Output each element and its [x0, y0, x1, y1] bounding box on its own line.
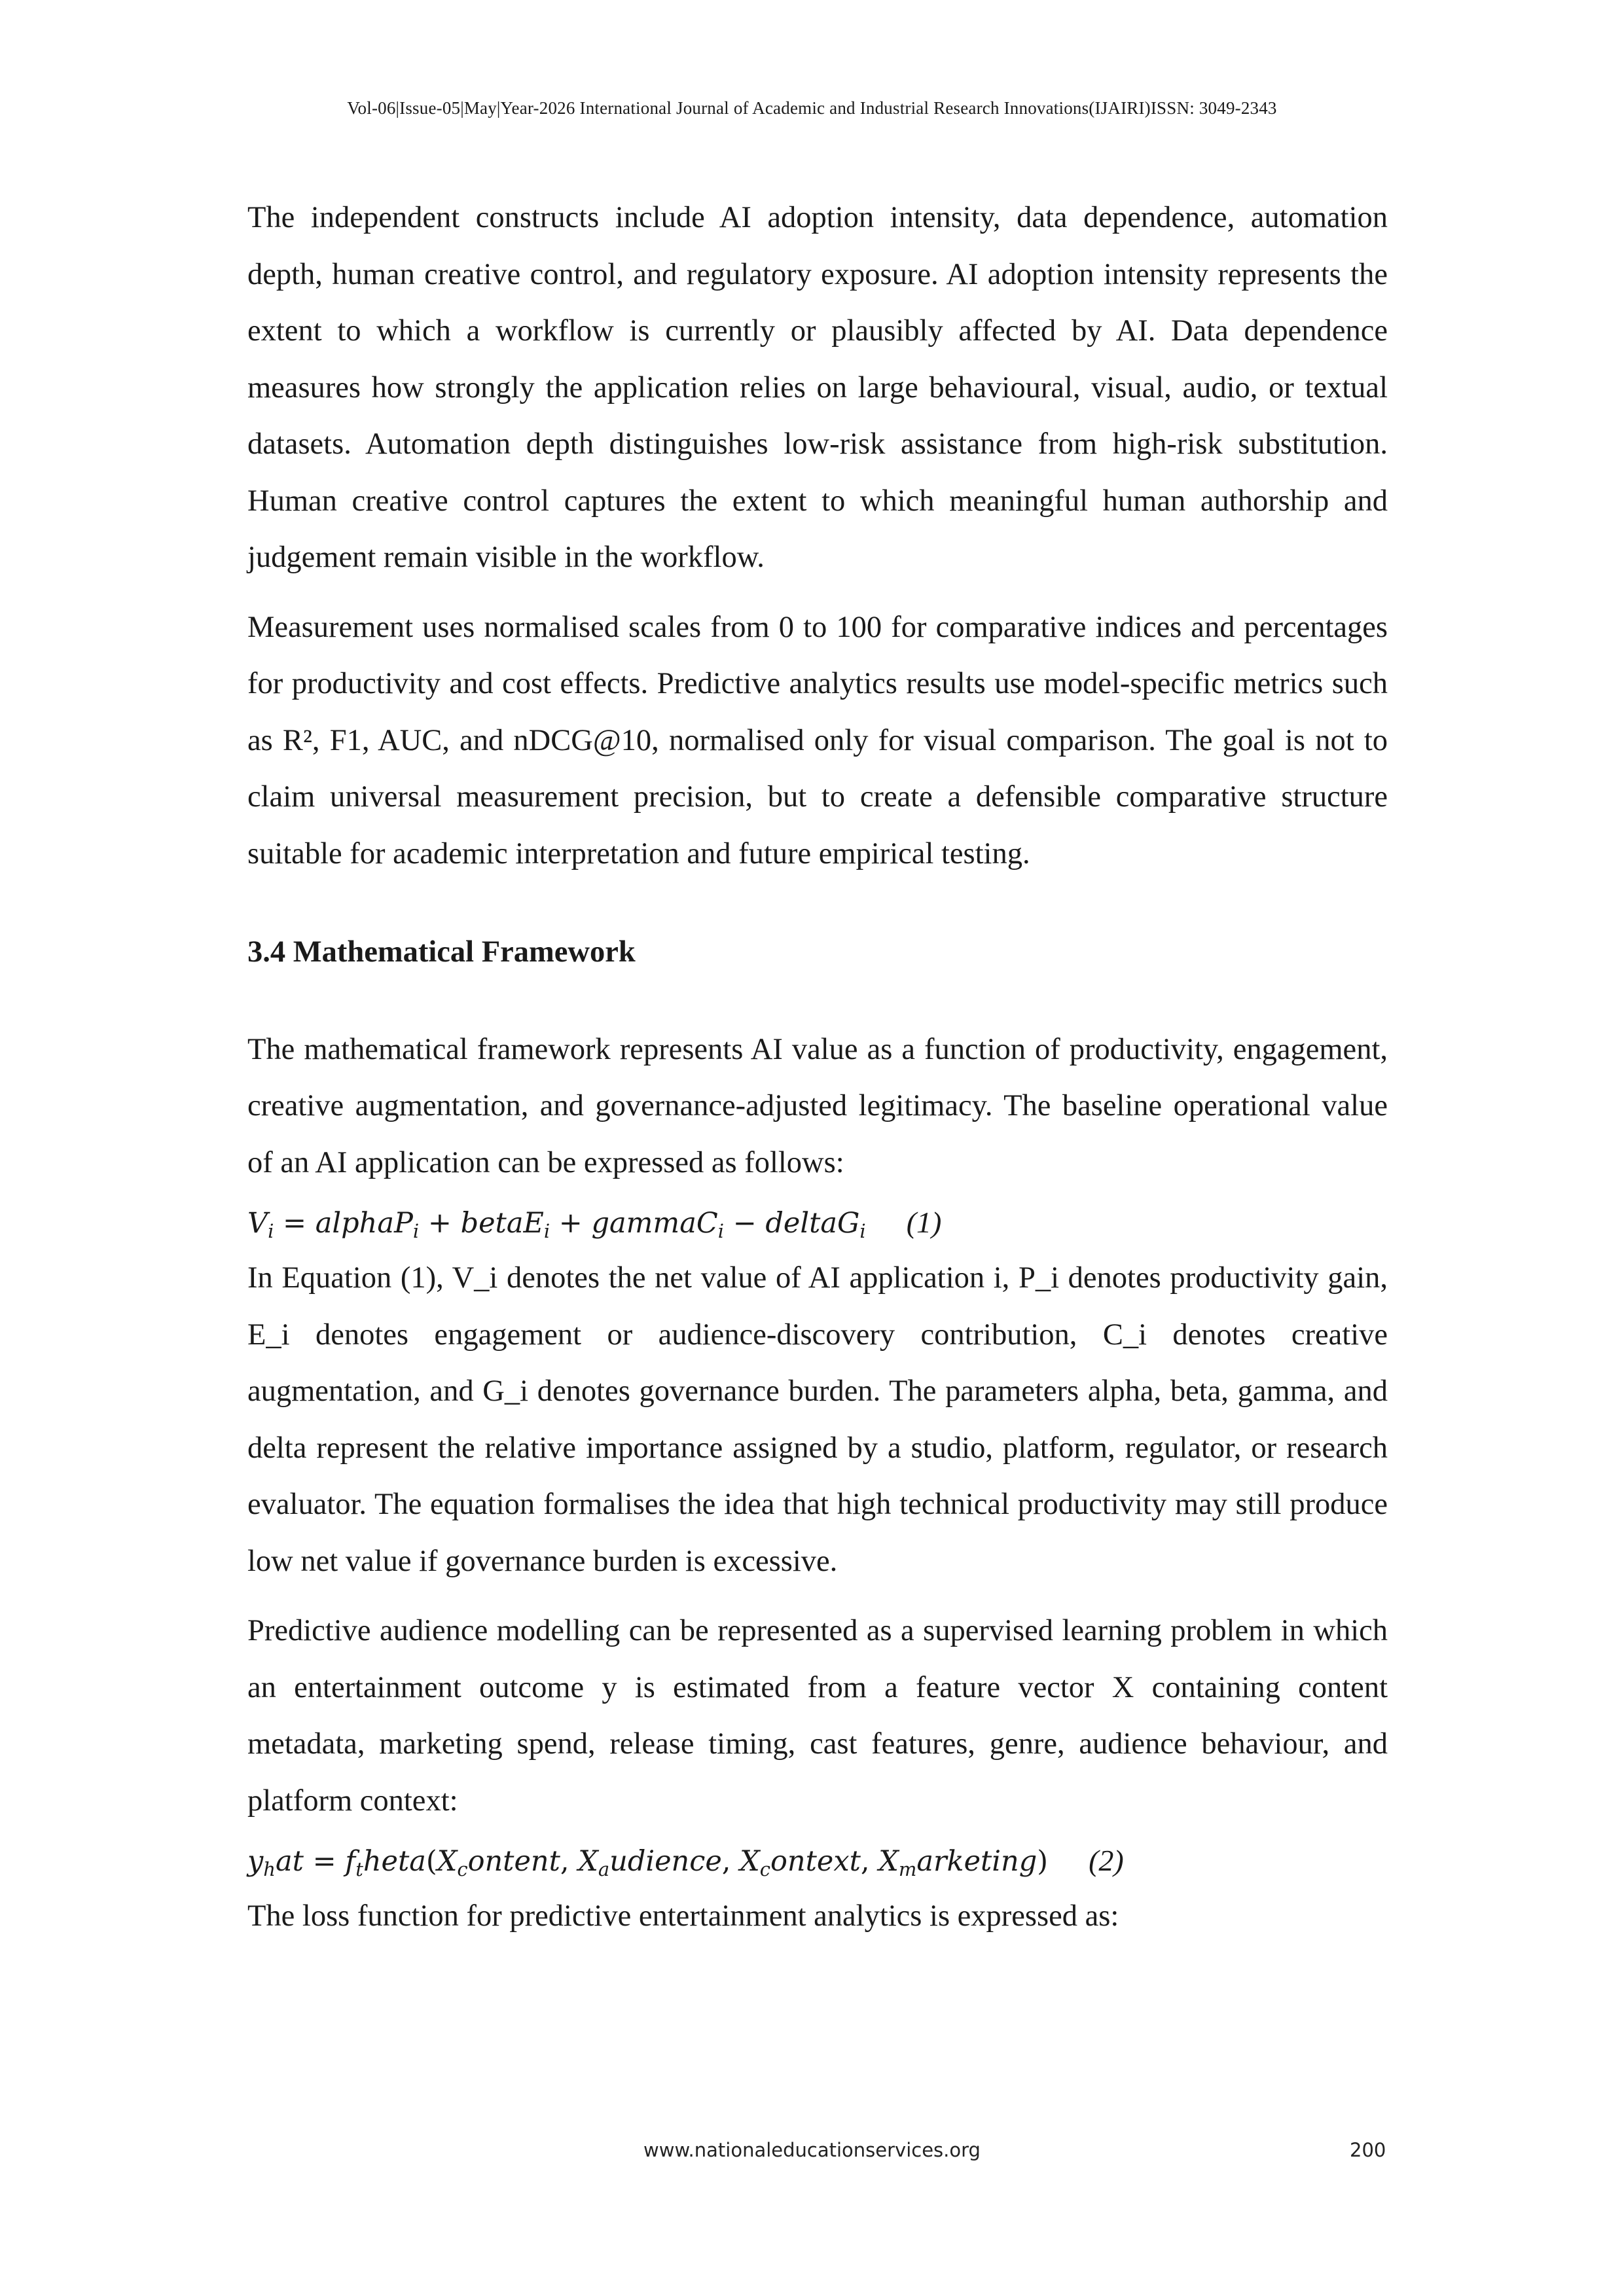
eq2-comma-1: , — [560, 1845, 579, 1878]
eq2-f: f — [345, 1845, 356, 1878]
paragraph-equation-1-explanation: In Equation (1), V_i denotes the net value of AI application i, P_i denotes productivity gain, E_i denotes engagement or audience-discovery contribution, C_i denotes creative augmentation, and G_i denotes governance burden. The parameters alpha, beta, gamma, and delta represent the relative importance assigned by a studio, platform, regulator, or research evaluator. The equation formalises the idea that high technical productivity may still produce low net value if governance burden is excessive. — [247, 1261, 1388, 1578]
eq2-x2: X — [578, 1845, 598, 1878]
page-number: 200 — [1350, 2139, 1386, 2161]
equation-1-number: (1) — [906, 1206, 942, 1239]
paragraph-framework-intro: The mathematical framework represents AI value as a function of productivity, engagement, creative augmentation, and governance-adjusted legitimacy. The baseline operational value of an AI application can be expressed as follows: — [247, 1032, 1388, 1179]
eq2-x3-rest: ontext — [770, 1845, 861, 1878]
eq2-equals: = — [303, 1845, 346, 1878]
eq1-term-1-sub: i — [412, 1220, 420, 1242]
eq2-x1-sub: c — [457, 1858, 468, 1880]
paragraph-measurement: Measurement uses normalised scales from 0 to 100 for comparative indices and percentages for productivity and cost effects. Predictive analytics results use model-specific metrics such as R², F1, AUC, and nDCG@10, normalised only for visual comparison. The goal is not to claim universal measurement precision, but to create a defensible comparative structure suitable for academic interpretation and future empirical testing. — [247, 610, 1388, 870]
eq1-term-3: gammaC — [591, 1207, 718, 1240]
eq1-term-2: betaE — [460, 1207, 544, 1240]
eq2-close-paren: ) — [1037, 1845, 1049, 1878]
equation-1-formula — [247, 1207, 866, 1240]
eq1-term-2-sub: i — [543, 1220, 550, 1242]
eq2-x2-rest: udience — [609, 1845, 722, 1878]
eq2-f-rest: heta — [363, 1845, 426, 1878]
eq2-comma-2: , — [721, 1845, 740, 1878]
eq1-lhs-sub: i — [268, 1220, 274, 1242]
eq1-minus: − — [724, 1207, 766, 1240]
eq2-y-rest: at — [275, 1845, 304, 1878]
equation-1 — [247, 1195, 1388, 1250]
section-heading: 3.4 Mathematical Framework — [247, 935, 636, 969]
eq2-x2-sub: a — [598, 1858, 610, 1880]
eq2-comma-3: , — [860, 1845, 879, 1878]
equation-2-formula — [247, 1845, 1048, 1878]
eq2-f-sub: t — [355, 1858, 363, 1880]
eq1-plus-1: + — [419, 1207, 461, 1240]
eq1-equals: = — [274, 1207, 316, 1240]
eq2-x3-sub: c — [759, 1858, 771, 1880]
eq1-plus-2: + — [550, 1207, 592, 1240]
article-body — [247, 190, 1388, 1945]
eq2-y: y — [247, 1845, 264, 1878]
equation-2 — [247, 1833, 1388, 1888]
eq1-term-3-sub: i — [717, 1220, 725, 1242]
eq2-open-paren: ( — [425, 1845, 437, 1878]
eq1-term-1: alphaP — [315, 1207, 413, 1240]
eq1-term-4-sub: i — [859, 1220, 866, 1242]
eq2-x4: X — [878, 1845, 899, 1878]
running-header: Vol-06|Issue-05|May|Year-2026 International Journal of Academic and Industrial Research Innovations(IJAIRI)ISSN: 3049-2343 — [347, 98, 1277, 118]
eq2-y-sub: h — [263, 1858, 276, 1880]
footer-url: www.nationaleducationservices.org — [643, 2139, 981, 2161]
paragraph-loss-function-intro: The loss function for predictive entertainment analytics is expressed as: — [247, 1899, 1119, 1933]
eq2-x1-rest: ontent — [467, 1845, 560, 1878]
eq1-term-4: deltaG — [765, 1207, 860, 1240]
eq2-x3: X — [740, 1845, 760, 1878]
paragraph-predictive-modelling: Predictive audience modelling can be represented as a supervised learning problem in which an entertainment outcome y is estimated from a feature vector X containing content metadata, marketing spend, release timing, cast features, genre, audience behaviour, and platform context: — [247, 1614, 1388, 1818]
equation-2-number: (2) — [1089, 1844, 1124, 1877]
eq2-x4-rest: arketing — [916, 1845, 1038, 1878]
paragraph-independent-constructs: The independent constructs include AI adoption intensity, data dependence, automation depth, human creative control, and regulatory exposure. AI adoption intensity represents the extent to which a workflow is currently or plausibly affected by AI. Data dependence measures how strongly the application relies on large behavioural, visual, audio, or textual datasets. Automation depth distinguishes low-risk assistance from high-risk substitution. Human creative control captures the extent to which meaningful human authorship and judgement remain visible in the workflow. — [247, 201, 1388, 574]
eq2-x1: X — [437, 1845, 458, 1878]
eq2-x4-sub: m — [898, 1858, 917, 1880]
eq1-lhs: V — [247, 1207, 268, 1240]
